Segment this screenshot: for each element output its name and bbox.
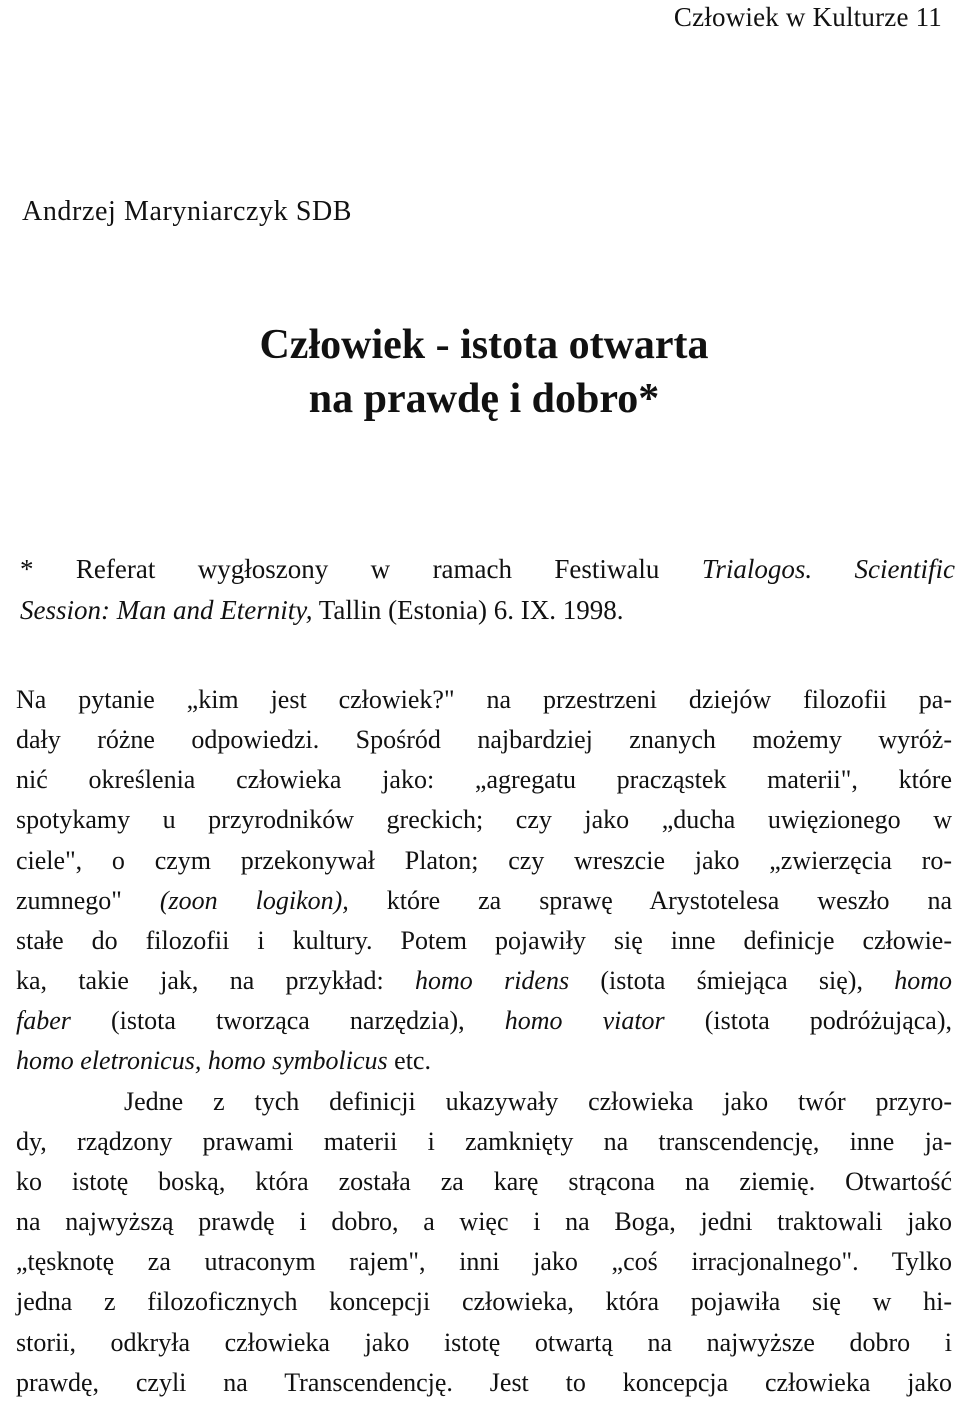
- text-line: [16, 961, 952, 1001]
- italic-term: faber: [16, 1006, 71, 1036]
- text-line: dy, rządzony prawami materii i zamknięty na transcendencję, inne ja-: [16, 1126, 952, 1156]
- text-line: dały różne odpowiedzi. Spośród najbardziej znanych możemy wyróż-: [16, 725, 952, 755]
- paragraph-1: [16, 680, 952, 1082]
- running-head: Człowiek w Kulturze 11: [673, 2, 942, 32]
- text-run: etc.: [387, 1046, 431, 1076]
- text-line: ciele", o czym przekonywał Platon; czy wreszcie jako „zwierzęcia ro-: [16, 845, 952, 875]
- text-line: Na pytanie „kim jest człowiek?" na przestrzeni dziejów filozofii pa-: [16, 685, 952, 714]
- author-name: Andrzej Maryniarczyk SDB: [22, 196, 353, 227]
- italic-term: homo ridens: [415, 966, 570, 996]
- footnote-text: * Referat wygłoszony w ramach Festiwalu: [20, 554, 702, 584]
- italic-term: homo eletronicus, homo symbolicus: [16, 1046, 388, 1076]
- text-run: (istota tworząca narzędzia),: [70, 1006, 505, 1036]
- text-line: [16, 1001, 952, 1041]
- footnote-line-2: [20, 595, 624, 625]
- text-line: [16, 1041, 952, 1081]
- italic-term: homo: [894, 966, 953, 996]
- article-body: [16, 680, 952, 1403]
- text-run: (istota śmiejąca się),: [569, 966, 895, 996]
- text-line: nić określenia człowieka jako: „agregatu pracząstek materii", które: [16, 765, 952, 795]
- footnote-italic: Trialogos. Scientific: [701, 554, 955, 584]
- text-line: „tęsknotę za utraconym rajem", inni jako „coś irracjonalnego". Tylko: [16, 1247, 952, 1277]
- text-line: spotykamy u przyrodników greckich; czy jako „ducha uwięzionego w: [16, 805, 952, 835]
- title-line-1: Człowiek - istota otwarta: [259, 322, 709, 368]
- text-line: jedna z filozoficznych koncepcji człowieka, która pojawiła się w hi-: [16, 1287, 952, 1317]
- paragraph-2: [16, 1082, 952, 1403]
- footnote-italic: Session: Man and Eternity,: [20, 595, 313, 625]
- title-footnote: [20, 549, 955, 631]
- text-run: które za sprawę Arystotelesa weszło na: [348, 885, 952, 915]
- text-line: Jedne z tych definicji ukazywały człowieka jako twór przyro-: [124, 1086, 952, 1116]
- text-line: prawdę, czyli na Transcendencję. Jest to koncepcja człowieka jako: [16, 1367, 952, 1397]
- text-run: zumnego": [16, 885, 160, 915]
- footnote-line-1: [20, 549, 955, 590]
- italic-term: homo viator: [504, 1006, 665, 1036]
- text-line: stałe do filozofii i kultury. Potem pojawiły się inne definicje człowie-: [16, 925, 952, 955]
- italic-term: (zoon logikon),: [159, 885, 349, 915]
- footnote-text: Tallin (Estonia) 6. IX. 1998.: [312, 595, 624, 625]
- text-run: ka, takie jak, na przykład:: [16, 966, 416, 996]
- text-run: (istota podróżująca),: [664, 1006, 952, 1036]
- title-line-2: na prawdę i dobro*: [308, 376, 660, 422]
- article-title: [0, 318, 960, 426]
- text-line: storii, odkryła człowieka jako istotę otwartą na najwyższe dobro i: [16, 1327, 952, 1357]
- text-line: ko istotę boską, która została za karę strącona na ziemię. Otwartość: [16, 1166, 952, 1196]
- text-line: [16, 881, 952, 921]
- text-line: na najwyższą prawdę i dobro, a więc i na Boga, jedni traktowali jako: [16, 1207, 952, 1237]
